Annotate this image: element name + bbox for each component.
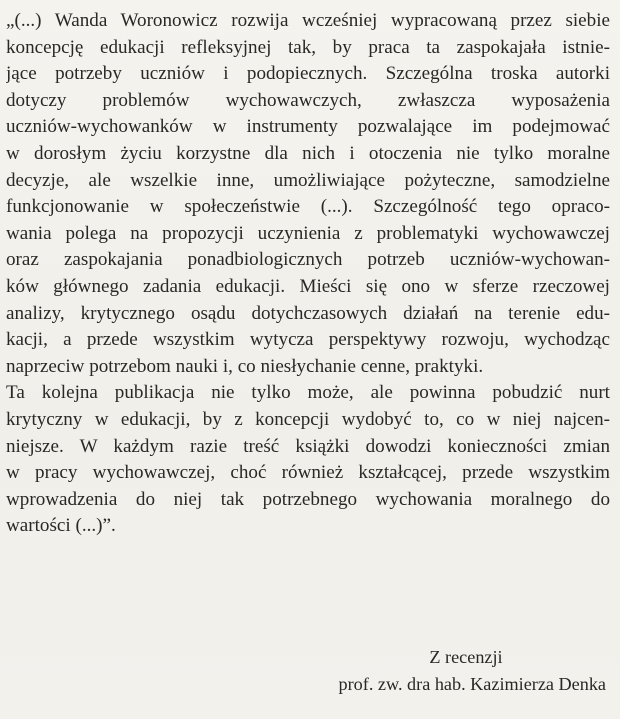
attribution-author: prof. zw. dra hab. Kazimierza Denka xyxy=(338,674,606,694)
text-line: kacji, a przede wszystkim wytycza perspektywy rozwoju, wychodząc xyxy=(6,329,610,351)
text-line: jące potrzeby uczniów i podopiecznych. Szczególna troska autorki xyxy=(6,63,610,85)
text-line: koncepcję edukacji refleksyjnej tak, by praca ta zaspokajała istnie- xyxy=(6,36,610,58)
attribution-source: Z recenzji xyxy=(429,647,503,667)
text-line: funkcjonowanie w społeczeństwie (...). Szczególność tego opraco- xyxy=(6,196,610,218)
text-line: ków głównego zadania edukacji. Mieści się ono w sferze rzeczowej xyxy=(6,275,610,297)
text-line: wartości (...)”. xyxy=(6,515,116,537)
review-quote xyxy=(6,8,610,540)
text-line: krytyczny w edukacji, by z koncepcji wydobyć to, co w niej najcen- xyxy=(6,408,610,430)
text-line: „(...) Wanda Woronowicz rozwija wcześniej wypracowaną przez siebie xyxy=(6,10,610,31)
review-attribution xyxy=(266,644,606,698)
text-line: analizy, krytycznego osądu dotychczasowych działań na terenie edu- xyxy=(6,302,610,324)
text-line: Ta kolejna publikacja nie tylko może, ale powinna pobudzić nurt xyxy=(6,382,610,404)
text-line: niejsze. W każdym razie treść książki dowodzi konieczności zmian xyxy=(6,435,610,457)
text-line: w dorosłym życiu korzystne dla nich i otoczenia nie tylko moralne xyxy=(6,142,610,164)
text-line: w pracy wychowawczej, choć również kształcącej, przede wszystkim xyxy=(6,462,610,484)
text-line: dotyczy problemów wychowawczych, zwłaszcza wyposażenia xyxy=(6,89,610,111)
text-line: naprzeciw potrzebom nauki i, co niesłychanie cenne, praktyki. xyxy=(6,355,484,377)
text-line: oraz zaspokajania ponadbiologicznych potrzeb uczniów-wychowan- xyxy=(6,249,610,271)
text-line: uczniów-wychowanków w instrumenty pozwalające im podejmować xyxy=(6,116,610,138)
text-line: wania polega na propozycji uczynienia z problematyki wychowawczej xyxy=(6,222,610,244)
text-line: wprowadzenia do niej tak potrzebnego wychowania moralnego do xyxy=(6,488,610,510)
text-line: decyzje, ale wszelkie inne, umożliwiające pożyteczne, samodzielne xyxy=(6,169,610,191)
